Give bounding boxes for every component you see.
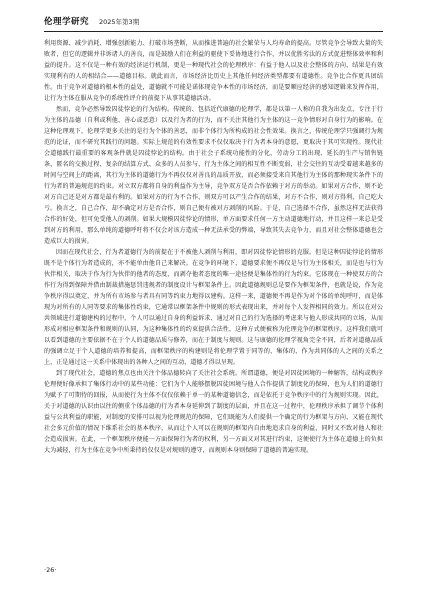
paragraph: 到了现代社会，道德的焦点也由关注个体品德转向了关注社会系统。所谓道德，便是对囚徒困境的一种解答，结构或秩序伦理便好像承担了集体行动中的某些功能：它们为个人能够摆脱囚徒困境与他人合作提供了制度化的保障，也为人们的道德行为赋予了可期待的回报，从而使行为主体不仅仅依赖于单一的某种道德信念，而是依托于竞争秩序中的行为规则实现。因此，关于对道德的认识由以往的侧重个体品德的行为者本身延伸到了制度的层面，并且在这一过程中，伦理秩序承担了调节个体利益与公共利益的职能，对制度的安排可以视为伦理规范的保障，它们既能为人们提供一个确定的行为框架与方向，又能在现代社会多元价值的情况下维系社会的基本秩序，从而让个人可以在规则的框架内自由地追求自身的利益，同时又不致对他人和社会造成损害。在此，一个框架秩序便能一方面保障行为者的权利，另一方面又对其进行约束，这便使行为主体在道德上的负担大为减轻，行为主体在竞争中所秉持的仅仅是对规则的遵守，而规则本身则保障了道德的普遍实现。	[44, 370, 383, 454]
page-number: ·26·	[44, 566, 57, 574]
paragraph: 利用资源、减少消耗、增强创新能力、打破市场垄断，从而推进普遍的社会繁荣与人均寿命的提高。尽管竞争会导致大量的失败者，但它的逻辑并非诉诸人的善良，而是鼓励人们在利益的驱使下妥协地进行合作，并以优胜劣汰的方式促进整体效率和利益的提升。这不仅是一种有效的经济运行机制，更是一种现代社会的伦理秩序：有益于他人以及社会整体的方向，结果是有效实现利有的人的相结合——道德目标。就此而言，市场经济比历史上其他任何经济类型都要有道德性。竞争比合作更具团结性。由于竞争对道德的根本性的益处，道德就不可能是诺体现竞争本性的市场经济，而是要顺应经济的感知逻辑来发挥作用，让行为主体在服从竞争的系统性评介的前提下从事其道德活动。	[44, 40, 383, 102]
issue-label: 2025年第3期	[99, 17, 140, 26]
paragraph: 然而，竞争必然导致囚徒悖论的行为结构。传统的、包括近代康德的伦理学，都是以第一人称的自我为出发点，专注于行为主体的品德（自利或利他、善心或恶意）以及行为者的行为，而不关注其他行为主体的这一竞争情形对自身行为的影响。在这种伦理观下，伦理学更多关注的是行为个体的善恶，而非个体行为所构成的社会性效果。换言之，传统伦理学只强调行为规范的论证，而不研究其践行的问题。实际上规范的有效性要求不仅仅取决于行为者本身的意愿，更取决于其可实现性。现代社会道德践行最重要的客观条件就是囚徒悖论的结构。由于社会子系统功能性的分化，劳动分工的出现、延长的生产与销售链条、匿名的交换过程、复杂的结算方式、众多的人员参与，行为主体之间的相互性不断变弱，社会交往的互动受着越来越多的时间与空间上的距离，其行为主体的道德行为不再仅仅对善良的品质开放，而必须接受来自其他行为主体的那种现实条件下的行为者的普遍规范的约束。对立双方都将自身的利益作为主导，竞争双方是否合作依赖于对方的举动。如果对方合作，则不论对方自己还是对方都是最有利的。如果对方的行为不合作，则双方可以产生合作的结果，对方不合作，则对方得利，自己吃大亏。换言之，自己合作，却不确定对方是否合作，则自己便有被对方剥削的风险。于是，自己选择不合作，虽然这样无法获得合作的好处，但可免受他人的剥削。如果大规模囚徒悖论的情形，单方面要求任何一方主动道德地行动，并且这样一来总是受到对方的利用，那么单纯的道德呼吁将不仅会对该方造成一种无法承受的弊端，导致其失去竞争力，而且对社会整体道德也会造成巨大的损害。	[44, 106, 383, 245]
header-rule	[44, 31, 383, 32]
running-header	[44, 10, 383, 32]
article-body	[44, 38, 383, 559]
journal-title: 伦理学研究	[44, 17, 90, 27]
paragraph: 因而在现代社会，行为者道德行为的前提在于不被他人剥削与利用，即对囚徒悖论情形的克服。但是这种囚徒悖论的情形既不是个体行为者造成的，亦不能单由他自己来解决。在竞争的环境下，道德要求便不再仅是与行为主体相关，而是也与行为伙伴相关，取决于作为行为伙伴的他者的态度，而剥夺他者态度的唯一途径便是集体性的行为约束。它体现在一种使双方的合作行为得到保障并借由制裁措施惩罚违规者的制度设计与框架条件上。因此道德规则总是要作为框架条件，也就是说，作为竞争秩序得以奠定，并为所有市场参与者具有同等约束力地得以建构。这样一来，道德便不再是作为对个体的单纯呼吁，而是体现为对所有的人同等要求的集体性约束，它通常以框架条件中规则的形式表现出来，并对每个人发挥相同的效力。所以在对公共领域进行道德建构的过程中，个人可以通过自身的利益诉求、通过对自己的行为选择的考虑来与他人形成共同的立场，从而形成对相应框架条件和规则的认同，为这种集体性的约束提供合法性，这种方式便被称为伦理竞争的框架秩序。这样我们就可以看到道德的主要依据不在于个人的道德品质与修养，而在于制度与规则。这与康德的伦理学视角完全不同，后者对道德品质的强调立足于个人道德的培养和提高，而框架秩序的构建则是将伦理学置于同等的、集体的、作为共同体的人之间的关系之上，正是通过这一关系中体现出的各种人之间的互动，道德才得以呈现。	[44, 249, 383, 366]
